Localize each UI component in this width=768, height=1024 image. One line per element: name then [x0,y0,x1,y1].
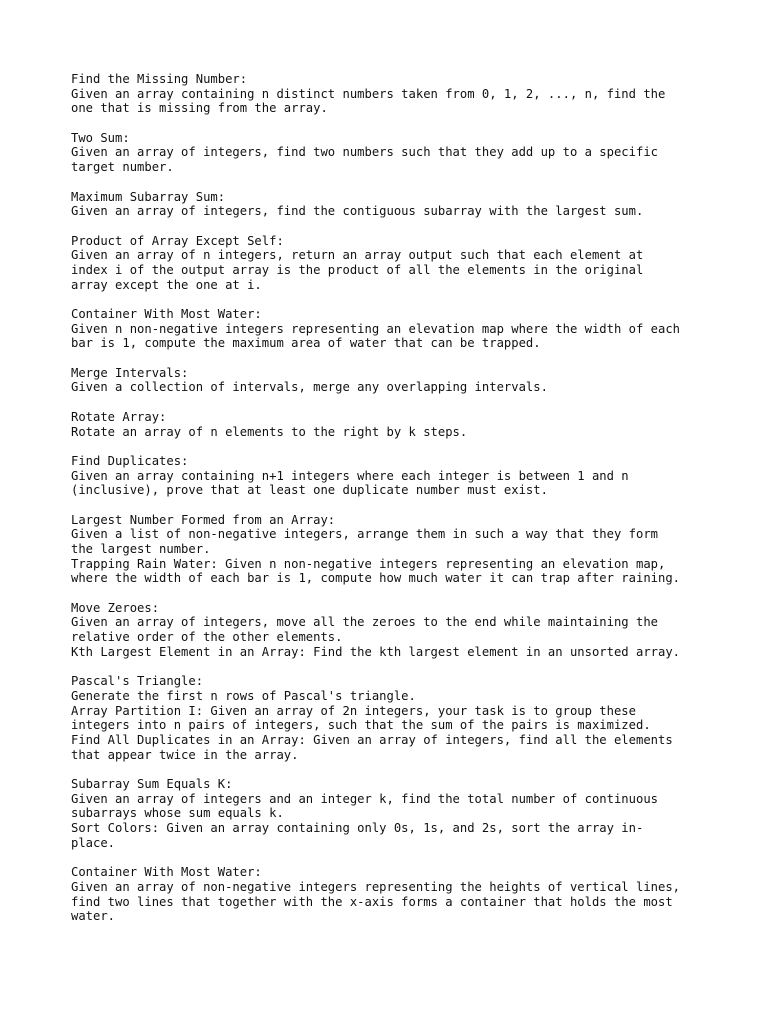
paragraph-line: Array Partition I: Given an array of 2n integers, your task is to group these [71,703,636,718]
paragraph-line: place. [71,835,116,850]
paragraph-line: Given an array containing n+1 integers where each integer is between 1 and n [71,468,629,483]
paragraph-line: Given an array of integers and an integer k, find the total number of continuous [71,791,658,806]
paragraph-line: Given an array of non-negative integers representing the heights of vertical lines, [71,879,681,894]
paragraph-heading: Find the Missing Number: [71,72,248,86]
paragraph-line: one that is missing from the array. [71,101,328,116]
paragraph-line: Given an array containing n distinct numbers taken from 0, 1, 2, ..., n, find the [71,86,666,101]
paragraph-line: relative order of the other elements. [71,630,343,645]
paragraph-line: index i of the output array is the product of all the elements in the original [71,262,644,277]
document-body [71,72,711,939]
paragraph-heading: Find Duplicates: [71,453,189,468]
paragraph-line: Given n non-negative integers representing an elevation map where the width of each [71,321,681,336]
paragraph-heading: Two Sum: [71,130,130,145]
paragraph-largest-number [71,513,711,586]
paragraph-line: Rotate an array of n elements to the right by k steps. [71,424,468,439]
paragraph-line: the largest number. [71,542,211,556]
paragraph-line: water. [71,909,116,924]
paragraph-heading: Move Zeroes: [71,600,160,615]
paragraph-line: (inclusive), prove that at least one duplicate number must exist. [71,483,548,498]
paragraph-line: Sort Colors: Given an array containing only 0s, 1s, and 2s, sort the array in- [71,821,644,836]
paragraph-move-zeroes [71,601,711,660]
paragraph-find-missing-number [71,72,711,116]
paragraph-pascals-triangle [71,674,711,762]
paragraph-line: target number. [71,160,174,175]
paragraph-rotate-array [71,410,711,439]
paragraph-heading: Largest Number Formed from an Array: [71,512,336,527]
paragraph-heading: Pascal's Triangle: [71,674,204,689]
paragraph-line: Trapping Rain Water: Given n non-negative integers representing an elevation map, [71,556,666,571]
paragraph-maximum-subarray-sum [71,190,711,219]
paragraph-heading: Rotate Array: [71,409,167,424]
paragraph-line: subarrays whose sum equals k. [71,806,284,821]
paragraph-heading: Maximum Subarray Sum: [71,189,226,204]
paragraph-line: Given a list of non-negative integers, arrange them in such a way that they form [71,527,658,542]
paragraph-subarray-sum-equals-k [71,777,711,850]
paragraph-product-except-self [71,234,711,293]
paragraph-heading: Container With Most Water: [71,865,262,880]
paragraph-merge-intervals [71,366,711,395]
paragraph-line: Given an array of integers, find the contiguous subarray with the largest sum. [71,204,644,219]
paragraph-line: Given an array of integers, find two numbers such that they add up to a specific [71,145,658,160]
paragraph-heading: Container With Most Water: [71,307,262,321]
paragraph-heading: Product of Array Except Self: [71,233,284,248]
paragraph-line: that appear twice in the array. [71,747,299,762]
paragraph-line: Given an array of integers, move all the zeroes to the end while maintaining the [71,615,658,630]
paragraph-line: Given a collection of intervals, merge any overlapping intervals. [71,380,548,395]
paragraph-line: Given an array of n integers, return an array output such that each element at [71,248,644,263]
paragraph-container-most-water-2 [71,865,711,924]
paragraph-heading: Subarray Sum Equals K: [71,777,233,791]
paragraph-two-sum [71,131,711,175]
paragraph-heading: Merge Intervals: [71,365,189,380]
paragraph-line: Generate the first n rows of Pascal's triangle. [71,688,416,703]
paragraph-line: array except the one at i. [71,277,262,292]
paragraph-line: Kth Largest Element in an Array: Find the kth largest element in an unsorted array. [71,644,681,659]
paragraph-find-duplicates [71,454,711,498]
paragraph-line: Find All Duplicates in an Array: Given an array of integers, find all the elements [71,732,673,747]
paragraph-container-most-water [71,307,711,351]
paragraph-line: where the width of each bar is 1, compute how much water it can trap after raining. [71,571,681,586]
paragraph-line: bar is 1, compute the maximum area of water that can be trapped. [71,336,541,351]
paragraph-line: integers into n pairs of integers, such that the sum of the pairs is maximized. [71,718,651,733]
paragraph-line: find two lines that together with the x-axis forms a container that holds the most [71,894,673,909]
